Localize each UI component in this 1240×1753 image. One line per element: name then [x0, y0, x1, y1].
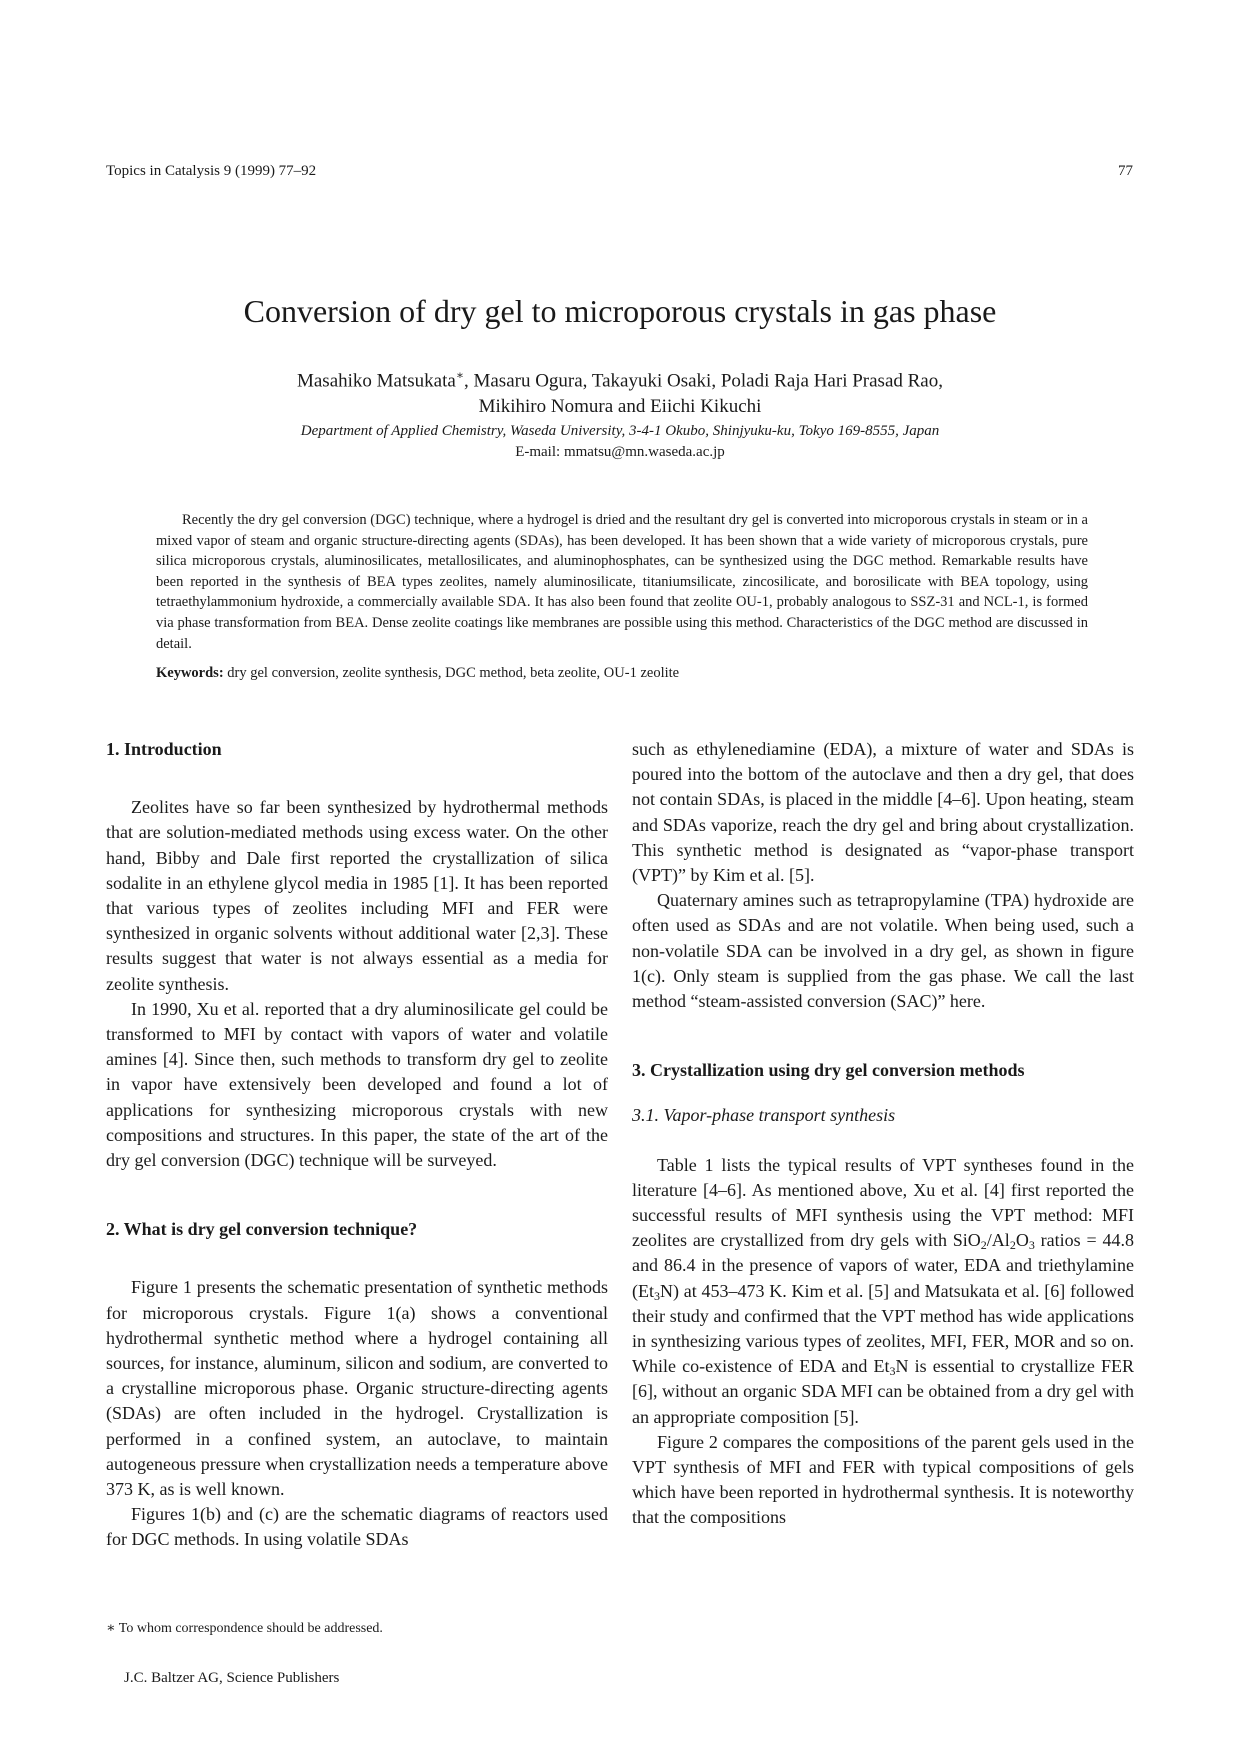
keywords [156, 665, 1088, 682]
affiliation-block [0, 421, 1240, 463]
section-heading-introduction: 1. Introduction [106, 739, 222, 759]
s2-paragraph-2: Figures 1(b) and (c) are the schematic diagrams of reactors used for DGC methods. In using volatile SDAs [106, 1504, 608, 1550]
right-column [632, 737, 1134, 1531]
author-line-2: Mikihiro Nomura and Eiichi Kikuchi [478, 396, 762, 418]
corresponding-mark: ∗ [455, 368, 464, 382]
keywords-text: dry gel conversion, zeolite synthesis, DGC method, beta zeolite, OU-1 zeolite [227, 665, 680, 681]
author-first: Masahiko Matsukata [296, 370, 456, 392]
page-number: 77 [1118, 163, 1133, 179]
abstract [156, 510, 1088, 654]
author-list [0, 362, 1240, 420]
paper-title: Conversion of dry gel to microporous crystals in gas phase [243, 293, 997, 329]
intro-paragraph-2: In 1990, Xu et al. reported that a dry aluminosilicate gel could be transformed to MFI by contact with vapors of water and volatile amines [4]. Since then, such methods to transform dry gel to zeolite in vapor have extensively been developed and found a lot of applications for synthesizing microporous crystals with new compositions and structures. In this paper, the state of the art of the dry gel conversion (DGC) technique will be surveyed. [106, 998, 608, 1171]
running-head-journal: Topics in Catalysis 9 (1999) 77–92 [106, 163, 317, 179]
col2-paragraph-1: such as ethylenediamine (EDA), a mixture of water and SDAs is poured into the bottom of the autoclave and then a dry gel, that does not contain SDAs, is placed in the middle [4–6]. Upon heating, steam and SDAs vaporize, reach the dry gel and bring about crystallization. This synthetic method is designated as “vapor-phase transport (VPT)” by Kim et al. [5]. [632, 739, 1134, 886]
section-heading-dgc: 2. What is dry gel conversion technique? [106, 1219, 418, 1240]
s2-paragraph-1: Figure 1 presents the schematic presentation of synthetic methods for microporous crystals. Figure 1(a) shows a conventional hydrothermal synthetic method where a hydrogel containing all sources, for instance, aluminum, silicon and sodium, are converted to a crystalline microporous phase. Organic structure-directing agents (SDAs) are often included in the hydrogel. Crystallization is performed in a confined system, an autoclave, to maintain autogeneous pressure when crystallization needs a temperature above 373 K, as is well known. [106, 1277, 608, 1500]
author-rest: , Masaru Ogura, Takayuki Osaki, Poladi Raja Hari Prasad Rao, [463, 370, 943, 392]
s31-paragraph-2: Figure 2 compares the compositions of the parent gels used in the VPT synthesis of MFI and FER with typical compositions of gels which have been reported in hydrothermal synthesis. It is noteworthy that the compositions [632, 1431, 1134, 1528]
intro-paragraph-1: Zeolites have so far been synthesized by hydrothermal methods that are solution-mediated methods using excess water. On the other hand, Bibby and Dale first reported the crystallization of silica sodalite in an ethylene glycol media in 1985 [1]. It has been reported that various types of zeolites including MFI and FER were synthesized in organic solvents without additional water [2,3]. These results suggest that water is not always essential as a media for zeolite synthesis. [106, 797, 608, 994]
keywords-label: Keywords: [156, 665, 224, 681]
section-heading-crystallization: 3. Crystallization using dry gel conversion methods [632, 1060, 1025, 1081]
abstract-text: Recently the dry gel conversion (DGC) technique, where a hydrogel is dried and the resultant dry gel is converted into microporous crystals in steam or in a mixed vapor of steam and organic structure-directing agents (SDAs), has been developed. It has been shown that a wide variety of microporous crystals, pure silica microporous crystals, aluminosilicates, metallosilicates, and aluminophosphates, can be synthesized using the DGC method. Remarkable results have been reported in the synthesis of BEA types zeolites, namely aluminosilicate, titaniumsilicate, zincosilicate, and borosilicate with BEA topology, using tetraethylammonium hydroxide, a commercially available SDA. It has also been found that zeolite OU-1, probably analogous to SSZ-31 and NCL-1, is formed via phase transformation from BEA. Dense zeolite coatings like membranes are possible using this method. Characteristics of the DGC method are discussed in detail. [156, 512, 1088, 652]
affiliation: Department of Applied Chemistry, Waseda University, 3-4-1 Okubo, Shinjyuku-ku, Tokyo 169-8555, Japan [300, 423, 940, 439]
email: E-mail: mmatsu@mn.waseda.ac.jp [515, 444, 725, 460]
s31-paragraph-1: Table 1 lists the typical results of VPT syntheses found in the literature [4–6]. As mentioned above, Xu et al. [4] first reported the successful results of MFI synthesis using the VPT method: MFI zeolites are crystallized from dry gels with $SiO_2/Al_2O_3$ ratios = 44.8 and 86.4 in the presence of vapors of water, EDA and triethylamine $(Et_3N)$ at 453–473 K. Kim et al. [5] and Matsukata et al. [6] followed their study and confirmed that the VPT method has wide applications in synthesizing various types of zeolites, MFI, FER, MOR and so on. While co-existence of EDA and $Et_3N$ is essential to crystallize FER [6], without an organic SDA MFI can be obtained from a dry gel with an appropriate composition [5]. [632, 1154, 1134, 1427]
col2-paragraph-2: Quaternary amines such as tetrapropylamine (TPA) hydroxide are often used as SDAs and are not volatile. When being used, such a non-volatile SDA can be involved in a dry gel, as shown in figure 1(c). Only steam is supplied from the gas phase. We call the last method “steam-assisted conversion (SAC)” here. [632, 890, 1134, 1012]
footnote: ∗ To whom correspondence should be addressed. [106, 1621, 383, 1636]
subsection-heading-vpt: 3.1. Vapor-phase transport synthesis [632, 1105, 896, 1126]
left-column [106, 737, 608, 1553]
publisher-line: J.C. Baltzer AG, Science Publishers [124, 1670, 340, 1686]
